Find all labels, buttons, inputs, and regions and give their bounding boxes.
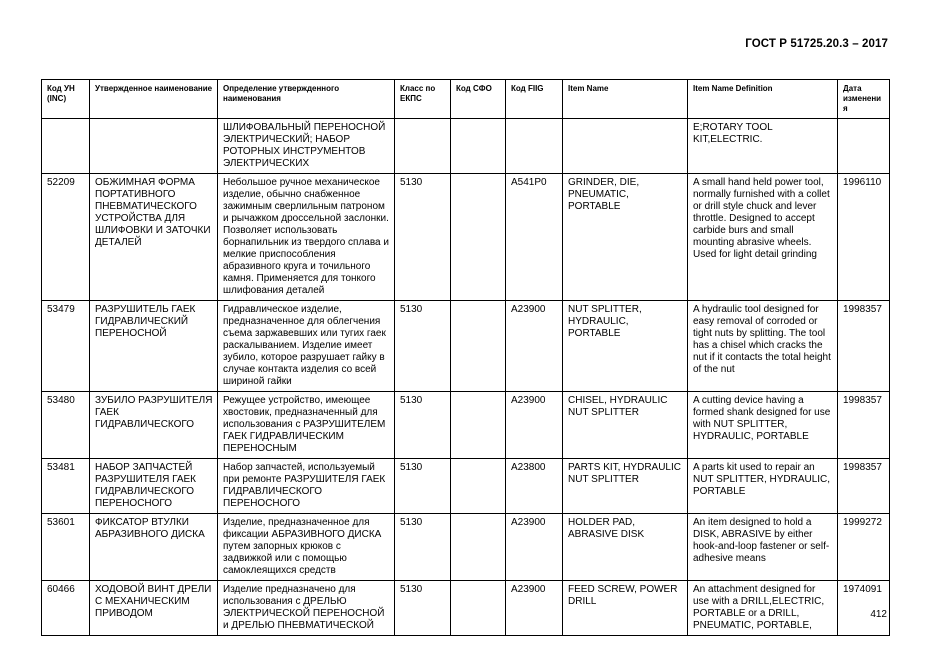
cell-item-name: HOLDER PAD, ABRASIVE DISK xyxy=(563,514,688,581)
cell-date: 1998357 xyxy=(838,459,890,514)
cell-name-ru: РАЗРУШИТЕЛЬ ГАЕК ГИДРАВЛИЧЕСКИЙ ПЕРЕНОСНОЙ xyxy=(90,301,218,392)
cell-name-ru: ОБЖИМНАЯ ФОРМА ПОРТАТИВНОГО ПНЕВМАТИЧЕСКОГО УСТРОЙСТВА ДЛЯ ШЛИФОВКИ И ЗАТОЧКИ ДЕТАЛЕЙ xyxy=(90,174,218,301)
cell-sfo xyxy=(451,514,506,581)
cell-code: 53601 xyxy=(42,514,90,581)
cell-name-ru: ХОДОВОЙ ВИНТ ДРЕЛИ С МЕХАНИЧЕСКИМ ПРИВОДОМ xyxy=(90,581,218,636)
cell-name-ru: ФИКСАТОР ВТУЛКИ АБРАЗИВНОГО ДИСКА xyxy=(90,514,218,581)
cell-date: 1996110 xyxy=(838,174,890,301)
cell-date: 1998357 xyxy=(838,392,890,459)
cell-item-definition: A small hand held power tool, normally furnished with a collet or drill style chuck and lever throttle. Designed to accept carbide burs and small mounting abrasive wheels. Used for light detail grinding xyxy=(688,174,838,301)
cell-name-ru: ЗУБИЛО РАЗРУШИТЕЛЯ ГАЕК ГИДРАВЛИЧЕСКОГО xyxy=(90,392,218,459)
cell-item-definition: A parts kit used to repair an NUT SPLITTER, HYDRAULIC, PORTABLE xyxy=(688,459,838,514)
cell-date: 1998357 xyxy=(838,301,890,392)
table-row xyxy=(42,119,890,174)
cell-class: 5130 xyxy=(395,301,451,392)
cell-class xyxy=(395,119,451,174)
cell-definition-ru: Изделие предназначено для использования с ДРЕЛЬЮ ЭЛЕКТРИЧЕСКОЙ ПЕРЕНОСНОЙ и ДРЕЛЬЮ ПНЕВМАТИЧЕСКОЙ xyxy=(218,581,395,636)
cell-definition-ru: Изделие, предназначенное для фиксации АБРАЗИВНОГО ДИСКА путем запорных крюков с задвижкой или с помощью самоклеящихся средств xyxy=(218,514,395,581)
cell-item-definition: A cutting device having a formed shank designed for use with NUT SPLITTER, HYDRAULIC, PORTABLE xyxy=(688,392,838,459)
cell-name-ru: НАБОР ЗАПЧАСТЕЙ РАЗРУШИТЕЛЯ ГАЕК ГИДРАВЛИЧЕСКОГО ПЕРЕНОСНОГО xyxy=(90,459,218,514)
cell-fiig: A541P0 xyxy=(506,174,563,301)
cell-name-ru xyxy=(90,119,218,174)
table-row xyxy=(42,392,890,459)
cell-item-name: NUT SPLITTER, HYDRAULIC, PORTABLE xyxy=(563,301,688,392)
cell-definition-ru: Режущее устройство, имеющее хвостовик, предназначенный для использования с РАЗРУШИТЕЛЕМ ГАЕК ГИДРАВЛИЧЕСКИМ ПЕРЕНОСНЫМ xyxy=(218,392,395,459)
cell-class: 5130 xyxy=(395,174,451,301)
cell-definition-ru: Небольшое ручное механическое изделие, обычно снабженное зажимным сверлильным патроном и рычажком дроссельной заслонки. Позволяет использовать борнапильник из твердого сплава и мелкие приспособления абразивного круга и точильного камня. Применяется для тонкого шлифования деталей xyxy=(218,174,395,301)
table-row xyxy=(42,514,890,581)
register-table xyxy=(41,79,890,636)
column-header-name-ru: Утвержденное наименование xyxy=(90,80,218,119)
cell-definition-ru: Гидравлическое изделие, предназначенное для облегчения съема заржавевших или тугих гаек раскалыванием. Изделие имеет зубило, которое разрушает гайку в случае контакта изделия со всей шириной гайки xyxy=(218,301,395,392)
cell-fiig: A23900 xyxy=(506,514,563,581)
cell-fiig xyxy=(506,119,563,174)
cell-fiig: A23900 xyxy=(506,301,563,392)
cell-fiig: A23900 xyxy=(506,392,563,459)
table-header-row xyxy=(42,80,890,119)
column-header-definition-ru: Определение утвержденного наименования xyxy=(218,80,395,119)
cell-code: 53481 xyxy=(42,459,90,514)
cell-sfo xyxy=(451,459,506,514)
cell-definition-ru: ШЛИФОВАЛЬНЫЙ ПЕРЕНОСНОЙ ЭЛЕКТРИЧЕСКИЙ; НАБОР РОТОРНЫХ ИНСТРУМЕНТОВ ЭЛЕКТРИЧЕСКИХ xyxy=(218,119,395,174)
cell-class: 5130 xyxy=(395,459,451,514)
table-row xyxy=(42,301,890,392)
cell-class: 5130 xyxy=(395,581,451,636)
cell-date: 1974091 xyxy=(838,581,890,636)
column-header-item-definition: Item Name Definition xyxy=(688,80,838,119)
cell-sfo xyxy=(451,581,506,636)
column-header-item-name: Item Name xyxy=(563,80,688,119)
cell-item-definition: E;ROTARY TOOL KIT,ELECTRIC. xyxy=(688,119,838,174)
cell-sfo xyxy=(451,301,506,392)
cell-fiig: A23900 xyxy=(506,581,563,636)
cell-class: 5130 xyxy=(395,392,451,459)
cell-class: 5130 xyxy=(395,514,451,581)
cell-sfo xyxy=(451,392,506,459)
cell-item-name: CHISEL, HYDRAULIC NUT SPLITTER xyxy=(563,392,688,459)
cell-item-name: FEED SCREW, POWER DRILL xyxy=(563,581,688,636)
document-header: ГОСТ Р 51725.20.3 – 2017 xyxy=(745,38,888,50)
cell-code: 60466 xyxy=(42,581,90,636)
cell-code: 52209 xyxy=(42,174,90,301)
column-header-code: Код УН (INC) xyxy=(42,80,90,119)
cell-sfo xyxy=(451,174,506,301)
cell-code xyxy=(42,119,90,174)
cell-item-definition: An attachment designed for use with a DRILL,ELECTRIC, PORTABLE or a DRILL, PNEUMATIC, PORTABLE, xyxy=(688,581,838,636)
cell-definition-ru: Набор запчастей, используемый при ремонте РАЗРУШИТЕЛЯ ГАЕК ГИДРАВЛИЧЕСКОГО ПЕРЕНОСНОГО xyxy=(218,459,395,514)
column-header-sfo: Код СФО xyxy=(451,80,506,119)
cell-item-definition: A hydraulic tool designed for easy removal of corroded or tight nuts by splitting. The tool has a chisel which cracks the nut if it contacts the total height of the nut xyxy=(688,301,838,392)
table-row xyxy=(42,174,890,301)
table-row xyxy=(42,459,890,514)
cell-item-name: GRINDER, DIE, PNEUMATIC, PORTABLE xyxy=(563,174,688,301)
cell-item-name xyxy=(563,119,688,174)
cell-date xyxy=(838,119,890,174)
cell-date: 1999272 xyxy=(838,514,890,581)
cell-item-definition: An item designed to hold a DISK, ABRASIVE by either hook-and-loop fastener or self-adhesive means xyxy=(688,514,838,581)
table-row xyxy=(42,581,890,636)
column-header-class: Класс по ЕКПС xyxy=(395,80,451,119)
cell-sfo xyxy=(451,119,506,174)
cell-code: 53479 xyxy=(42,301,90,392)
cell-item-name: PARTS KIT, HYDRAULIC NUT SPLITTER xyxy=(563,459,688,514)
column-header-fiig: Код FIIG xyxy=(506,80,563,119)
column-header-date: Дата изменения xyxy=(838,80,890,119)
cell-code: 53480 xyxy=(42,392,90,459)
page-number: 412 xyxy=(870,609,887,620)
cell-fiig: A23800 xyxy=(506,459,563,514)
